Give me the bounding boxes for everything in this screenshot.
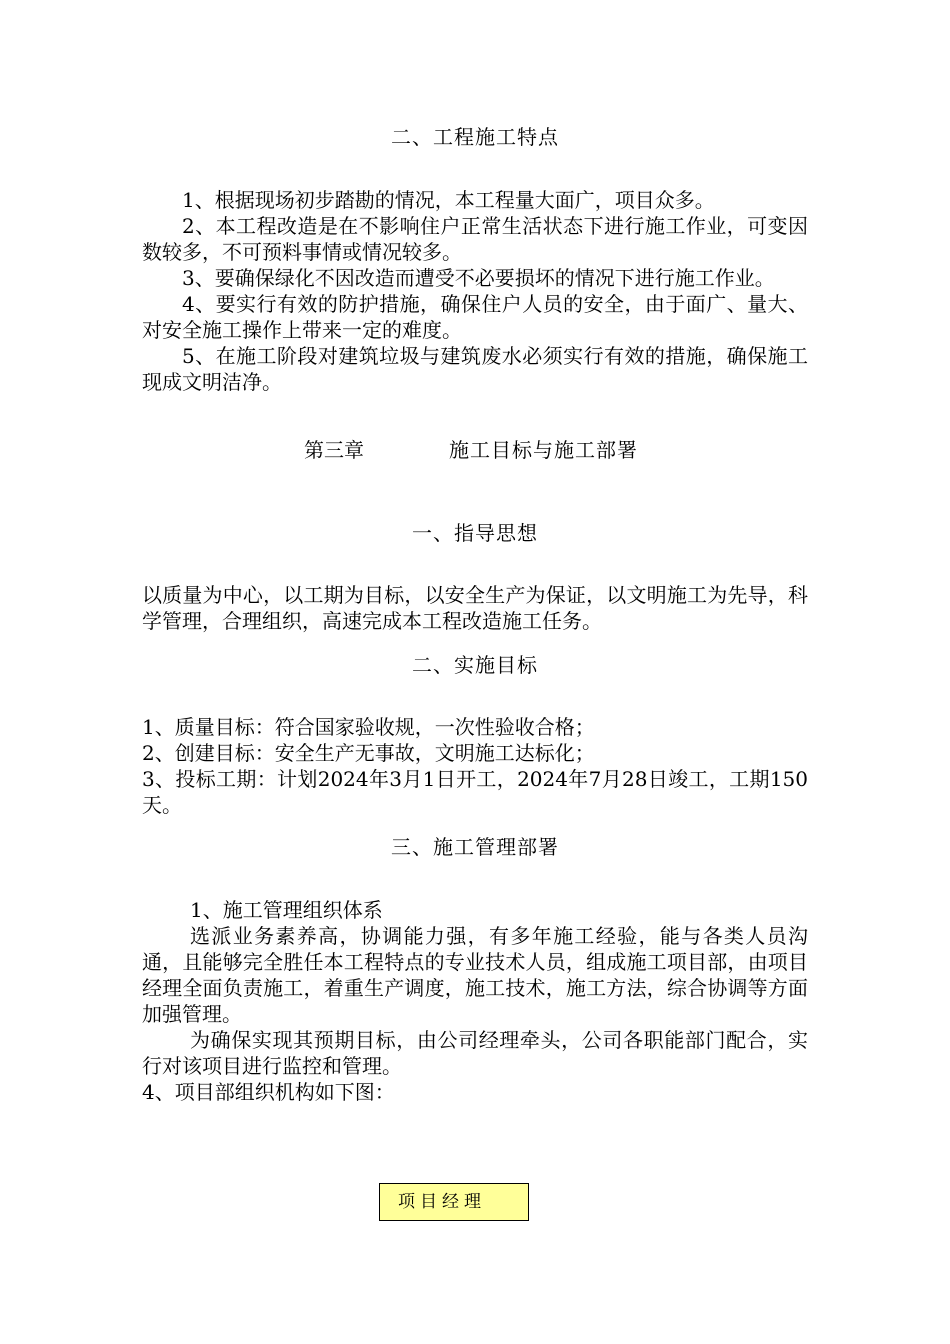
feature-item-5: 5、在施工阶段对建筑垃圾与建筑废水必须实行有效的措施，确保施工现成文明洁净。: [142, 344, 808, 394]
feature-item-3: 3、要确保绿化不因改造而遭受不必要损坏的情况下进行施工作业。: [182, 266, 775, 290]
section-heading-guiding-thought: 一、指导思想: [412, 521, 538, 545]
goal-item-schedule: 3、投标工期：计划2024年3月1日开工，2024年7月28日竣工，工期150天。: [142, 767, 808, 817]
guiding-paragraph: 以质量为中心，以工期为目标，以安全生产为保证，以文明施工为先导，科学管理，合理组织，高速完成本工程改造施工任务。: [142, 583, 808, 633]
feature-item-4: 4、要实行有效的防护措施，确保住户人员的安全，由于面广、量大、对安全施工操作上带来一定的难度。: [142, 292, 808, 342]
goal-item-quality: 1、质量目标：符合国家验收规，一次性验收合格；: [142, 715, 595, 739]
management-paragraph-1: 选派业务素养高，协调能力强，有多年施工经验，能与各类人员沟通，且能够完全胜任本工程特点的专业技术人员，组成施工项目部，由项目经理全面负责施工，着重生产调度，施工技术，施工方法，综合协调等方面加强管理。: [142, 924, 808, 1026]
chapter-title: [304, 437, 704, 463]
section-heading-goals: 二、实施目标: [412, 653, 538, 677]
goal-item-safety: 2、创建目标：安全生产无事故，文明施工达标化；: [142, 741, 595, 765]
feature-item-1: 1、根据现场初步踏勘的情况，本工程量大面广，项目众多。: [182, 188, 715, 212]
org-chart-project-manager-box: 项目经理: [379, 1183, 529, 1221]
feature-item-2: 2、本工程改造是在不影响住户正常生活状态下进行施工作业，可变因数较多，不可预料事情或情况较多。: [142, 214, 808, 264]
chapter-number: 第三章: [304, 438, 364, 462]
management-subheading-1: 1、施工管理组织体系: [190, 898, 383, 922]
management-subheading-4: 4、项目部组织机构如下图：: [142, 1080, 395, 1104]
management-content: [142, 897, 808, 1105]
guiding-thought-text: [142, 582, 808, 634]
construction-features-list: [142, 187, 808, 395]
section-heading-management: 三、施工管理部署: [391, 835, 559, 859]
goals-list: [142, 714, 808, 818]
chapter-name: 施工目标与施工部署: [449, 438, 638, 462]
management-paragraph-2: 为确保实现其预期目标，由公司经理牵头，公司各职能部门配合，实行对该项目进行监控和管理。: [142, 1028, 808, 1078]
section-heading-construction-features: 二、工程施工特点: [391, 125, 559, 149]
